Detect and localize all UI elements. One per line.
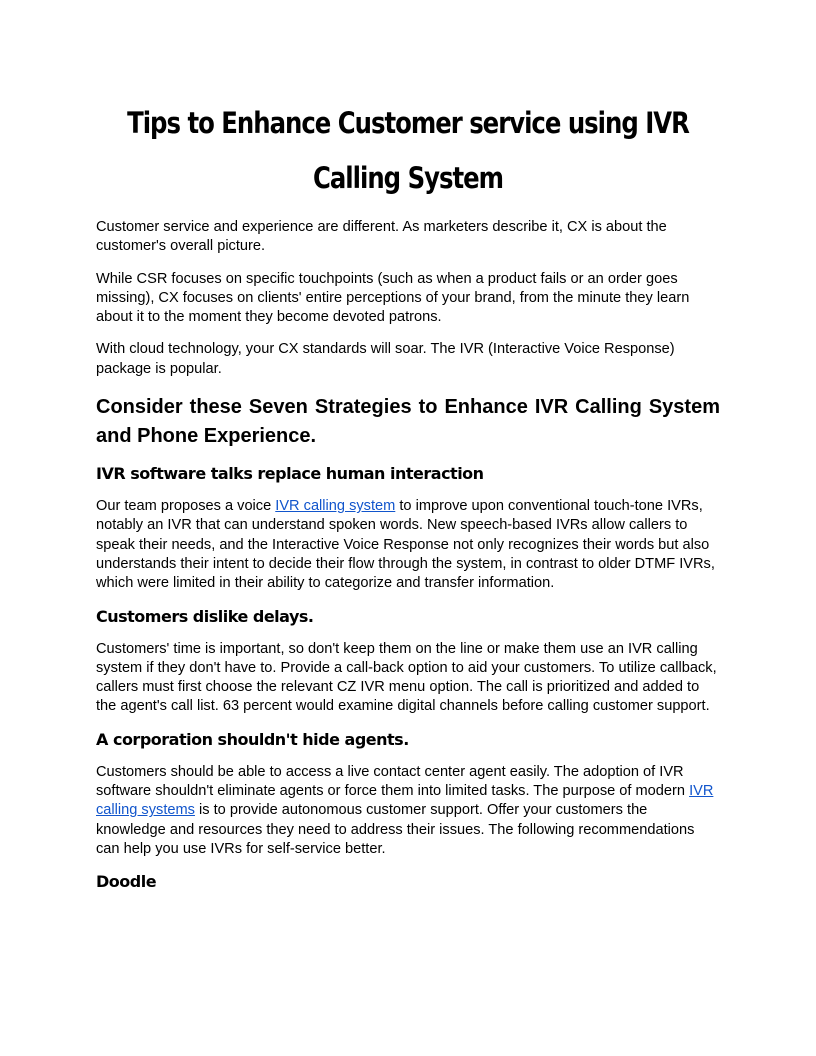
paragraph-customers-dislike-delays: Customers' time is important, so don't keep them on the line or make them use an IVR calling system if they don't have to. Provide a call-back option to aid your customers. To utilize callback, callers must first choose the relevant CZ IVR menu option. The call is prioritized and added to the agent's call list. 63 percent would examine digital channels before calling customer support. [96,640,717,715]
intro-paragraph-3: With cloud technology, your CX standards will soar. The IVR (Interactive Voice Response) package is popular. [96,341,675,377]
document-content [96,96,720,893]
ivr-calling-system-link[interactable]: IVR calling system [275,498,396,515]
ivr-calling-systems-link[interactable]: IVR calling systems [96,783,714,819]
paragraph-ivr-software [96,497,720,593]
paragraph-hide-agents [96,763,720,859]
text-span: Our team proposes a voice [96,498,276,515]
intro-paragraph-2: While CSR focuses on specific touchpoints (such as when a product fails or an order goes missing), CX focuses on clients' entire perceptions of your brand, from the minute they learn about it to the moment they become devoted patrons. [96,270,690,326]
text-span: is to provide autonomous customer support. Offer your customers the knowledge and resources they need to address their issues. The following recommendations can help you use IVRs for self-service better. [96,802,695,857]
title-line-1: Tips to Enhance Customer service using IVR [127,106,689,140]
text-span: to improve upon conventional touch-tone IVRs, notably an IVR that can understand spoken words. New speech-based IVRs allow callers to speak their needs, and the Interactive Voice Response not only recognizes their words but also understands their intent to decide their flow through the system, in contrast to older DTMF IVRs, which were limited in their ability to categorize and transfer information. [96,498,715,592]
subheading-customers-dislike-delays: Customers dislike delays. [96,606,314,626]
page-title [97,96,719,206]
subheading-doodle: Doodle [96,872,157,892]
title-line-2: Calling System [313,161,503,195]
subheading-hide-agents: A corporation shouldn't hide agents. [96,729,409,749]
subheading-ivr-software: IVR software talks replace human interaction [96,464,484,484]
section-heading: Consider these Seven Strategies to Enhance IVR Calling System and Phone Experience. [96,396,720,448]
text-span: Customers should be able to access a live contact center agent easily. The adoption of IVR software shouldn't eliminate agents or force them into limited tasks. The purpose of modern [96,763,690,800]
intro-paragraph-1: Customer service and experience are different. As marketers describe it, CX is about the customer's overall picture. [96,219,667,255]
